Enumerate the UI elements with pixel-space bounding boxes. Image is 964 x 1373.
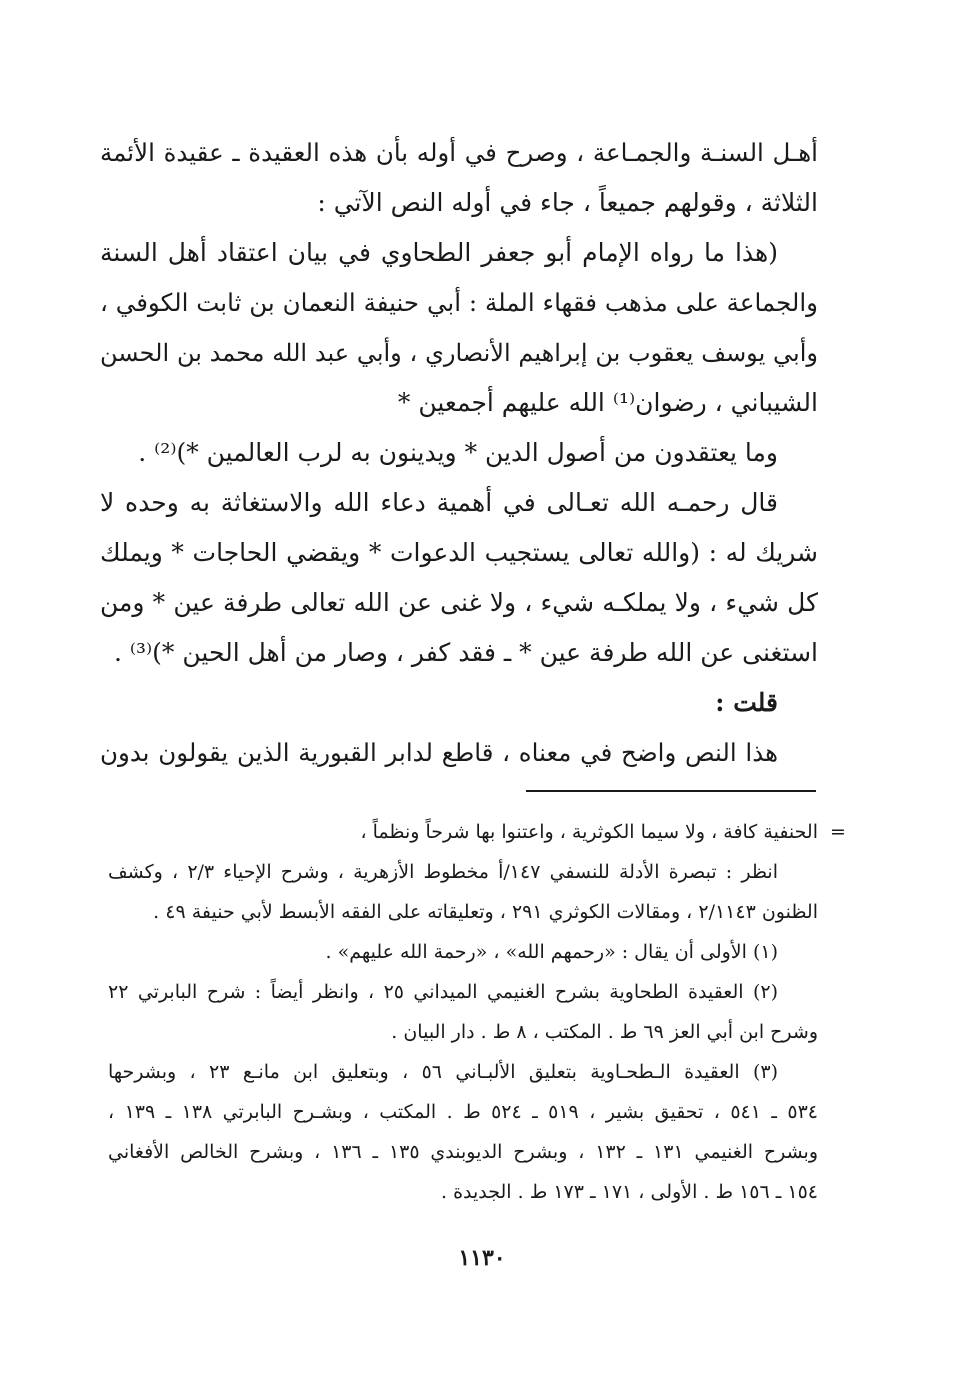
footnote-line: وشرح ابن أبي العز ٦٩ ط . المكتب ، ٨ ط . دار البيان . (391, 1021, 818, 1043)
main-text-line: قال رحمـه الله تعـالى في أهمية دعاء الله والاستغاثة به وحده لا (100, 488, 778, 517)
section-heading: قلت : (715, 688, 778, 717)
main-text-line: أهـل السنـة والجمـاعة ، وصرح في أوله بأن هذه العقيدة ـ عقيدة الأئمة (100, 138, 818, 167)
page-number: ١١٣٠ (458, 1245, 506, 1271)
main-text-line: كل شيء ، ولا يملكـه شيء ، ولا غنى عن الله تعالى طرفة عين * ومن (100, 588, 818, 617)
footnote-line: (٢) العقيدة الطحاوية بشرح الغنيمي الميداني ٢٥ ، وانظر أيضاً : شرح البابرتي ٢٢ (108, 981, 779, 1003)
footnote-line: (٣) العقيدة الـطحـاوية بتعليق الألبـاني ٥٦ ، وبتعليق ابن مانـع ٢٣ ، وبشرحها (108, 1061, 779, 1083)
main-text-line: الثلاثة ، وقولهم جميعاً ، جاء في أوله النص الآتي : (317, 188, 818, 217)
footnote-line: ١٥٤ ـ ١٥٦ ط . الأولى ، ١٧١ ـ ١٧٣ ط . الجديدة . (440, 1181, 818, 1203)
footnote-line: (١) الأولى أن يقال : «رحمهم الله» ، «رحمة الله عليهم» . (325, 941, 778, 963)
main-text-line: هذا النص واضح في معناه ، قاطع لدابر القبورية الذين يقولون بدون (100, 738, 778, 767)
footnote-line: وبشرح الغنيمي ١٣١ ـ ١٣٢ ، وبشرح الديوبندي ١٣٥ ـ ١٣٦ ، وبشرح الخالص الأفغاني (108, 1141, 819, 1163)
main-text-line: والجماعة على مذهب فقهاء الملة : أبي حنيفة النعمان بن ثابت الكوفي ، (100, 288, 818, 317)
main-text-line: استغنى عن الله طرفة عين * ـ فقد كفر ، وصار من أهل الحين *)⁽³⁾ . (113, 638, 818, 667)
footnote-line: انظر : تبصرة الأدلة للنسفي ١٤٧/أ مخطوط الأزهرية ، وشرح الإحياء ٢/٣ ، وكشف (108, 861, 778, 883)
main-text-line: الشيباني ، رضوان⁽¹⁾ الله عليهم أجمعين * (397, 388, 818, 417)
footnote-line: ٥٣٤ ـ ٥٤١ ، تحقيق بشير ، ٥١٩ ـ ٥٢٤ ط . المكتب ، وبشـرح البابرتي ١٣٨ ـ ١٣٩ ، (108, 1101, 819, 1123)
main-text-line: شريك له : (والله تعالى يستجيب الدعوات * ويقضي الحاجات * ويملك (100, 538, 818, 567)
main-text-block (100, 128, 818, 778)
main-text-line: (هذا ما رواه الإمام أبو جعفر الطحاوي في بيان اعتقاد أهل السنة (100, 238, 778, 267)
footnotes-block (108, 812, 818, 1212)
footnote-continuation-mark: = (830, 821, 846, 843)
main-text-line: وما يعتقدون من أصول الدين * ويدينون به لرب العالمين *)⁽²⁾ . (138, 438, 778, 467)
footnote-line: الحنفية كافة ، ولا سيما الكوثرية ، واعتنوا بها شرحاً ونظماً ، (360, 821, 818, 843)
main-text-line: وأبي يوسف يعقوب بن إبراهيم الأنصاري ، وأبي عبد الله محمد بن الحسن (100, 339, 818, 367)
footnote-line: الظنون ٢/١١٤٣ ، ومقالات الكوثري ٢٩١ ، وتعليقاته على الفقه الأبسط لأبي حنيفة ٤٩ . (153, 901, 818, 923)
footnote-separator (526, 790, 816, 792)
